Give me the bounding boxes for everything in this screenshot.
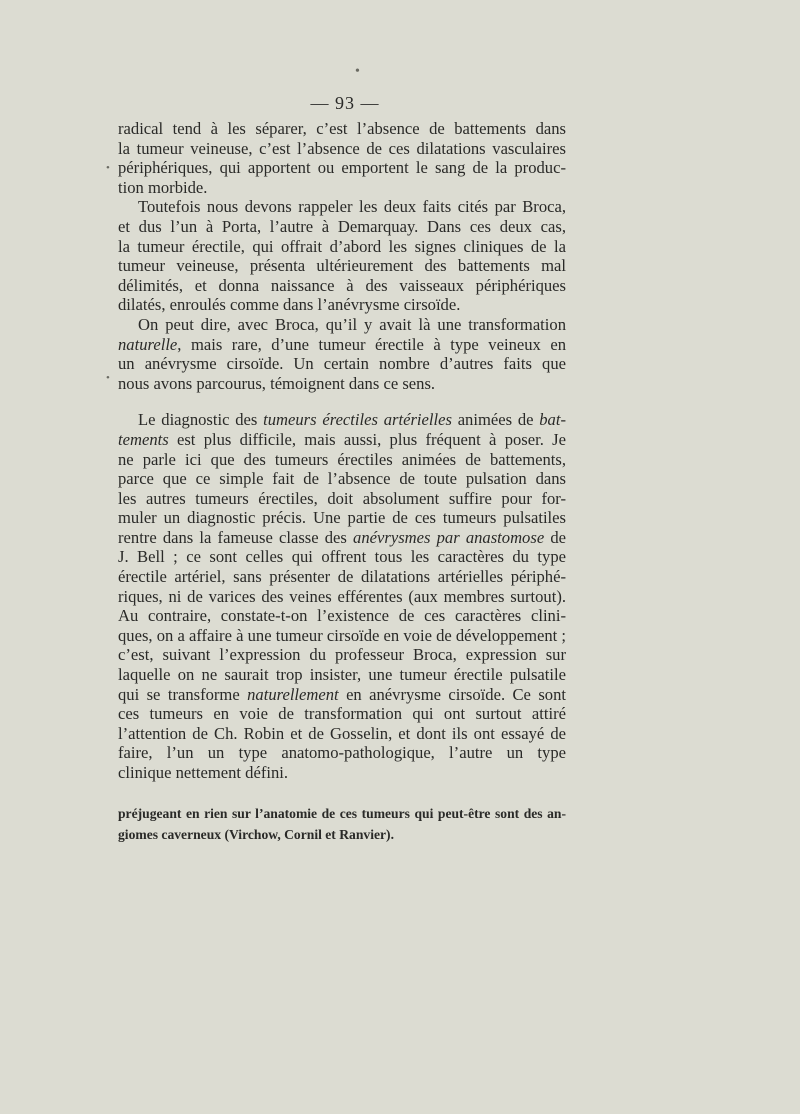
body-line: radical tend à les séparer, c’est l’absence de battements dans (118, 119, 566, 138)
body-line (118, 430, 566, 450)
body-line: riques, ni de varices des veines efférentes (aux membres surtout). (118, 586, 566, 606)
body-line (118, 335, 566, 355)
italic-term: tements (118, 429, 169, 449)
body-line (118, 685, 566, 705)
italic-term: naturelle (118, 334, 178, 354)
body-line: Toutefois nous devons rappeler les deux faits cités par Broca, (138, 197, 566, 217)
italic-term: naturellement (247, 684, 339, 704)
body-line: et dus l’un à Porta, l’autre à Demarquay. Dans ces deux cas, (118, 216, 566, 236)
body-line: les autres tumeurs érectiles, doit absolument suffire pour for- (118, 488, 566, 508)
body-line: périphériques, qui apportent ou emportent le sang de la produc- (118, 158, 566, 178)
body-line: tion morbide. (118, 177, 208, 197)
body-line: faire, l’un un type anatomo-pathologique, l’autre un type (118, 743, 566, 763)
ink-speck: • (106, 162, 110, 174)
body-line: la tumeur érectile, qui offrait d’abord les signes cliniques de la (118, 236, 566, 256)
text-run: en anévrysme cirsoïde. Ce sont (338, 684, 566, 704)
body-line: parce que ce simple fait de l’absence de toute pulsation dans (118, 469, 566, 489)
body-line: On peut dire, avec Broca, qu’il y avait là une transformation (138, 314, 566, 334)
body-line: muler un diagnostic précis. Une partie de ces tumeurs pulsatiles (118, 508, 566, 528)
text-run: rentre dans la fameuse classe des (118, 527, 354, 547)
body-line: laquelle on ne saurait trop insister, une tumeur érectile pulsatile (118, 665, 566, 685)
body-line: l’attention de Ch. Robin et de Gosselin, et dont ils ont essayé de (118, 723, 566, 743)
body-line: dilatés, enroulés comme dans l’anévrysme cirsoïde. (118, 295, 461, 315)
text-run: , mais rare, d’une tumeur érectile à type veineux en (177, 334, 566, 354)
body-line: clinique nettement défini. (118, 763, 289, 782)
body-line: J. Bell ; ce sont celles qui offrent tous les caractères du type (118, 547, 566, 567)
text-run: de (544, 527, 567, 547)
body-text (118, 119, 566, 845)
text-run: animées de (451, 410, 540, 430)
italic-term: bat- (539, 410, 566, 430)
body-line: tumeur veineuse, présenta ultérieurement des battements mal (118, 256, 566, 276)
body-line: un anévrysme cirsoïde. Un certain nombre d’autres faits que (118, 354, 566, 374)
body-line: nous avons parcourus, témoignent dans ce sens. (118, 373, 436, 393)
paragraph-gap (118, 393, 566, 410)
body-line (118, 410, 566, 430)
text-run: Le diagnostic des (138, 410, 264, 430)
page-number: — 93 — (310, 93, 380, 113)
body-line: Au contraire, constate-t-on l’existence de ces caractères clini- (118, 606, 566, 626)
body-line: érectile artériel, sans présenter de dilatations artérielles périphé- (118, 567, 566, 587)
italic-term: tumeurs érectiles artérielles (263, 410, 452, 430)
body-line: ne parle ici que des tumeurs érectiles animées de battements, (118, 449, 566, 469)
body-line: ques, on a affaire à une tumeur cirsoïde en voie de développement ; (118, 625, 567, 645)
italic-term: anévrysmes par anastomose (353, 527, 545, 547)
ink-speck: • (355, 64, 360, 79)
ink-speck: • (106, 372, 110, 384)
text-run: est plus difficile, mais aussi, plus fréquent à poser. Je (168, 429, 566, 449)
body-line (118, 528, 566, 548)
body-line: ces tumeurs en voie de transformation qui ont surtout attiré (118, 704, 566, 724)
body-line: délimités, et donna naissance à des vaisseaux périphériques (118, 275, 566, 295)
footnote-line: préjugeant en rien sur l’anatomie de ces tumeurs qui peut-être sont des an- (118, 805, 566, 821)
body-line: la tumeur veineuse, c’est l’absence de ces dilatations vasculaires (118, 138, 566, 158)
footnote-gap (118, 783, 566, 803)
body-line: c’est, suivant l’expression du professeur Broca, expression sur (118, 645, 566, 665)
text-run: qui se transforme (118, 684, 248, 704)
footnote-line: giomes caverneux (Virchow, Cornil et Ranvier). (118, 826, 394, 842)
